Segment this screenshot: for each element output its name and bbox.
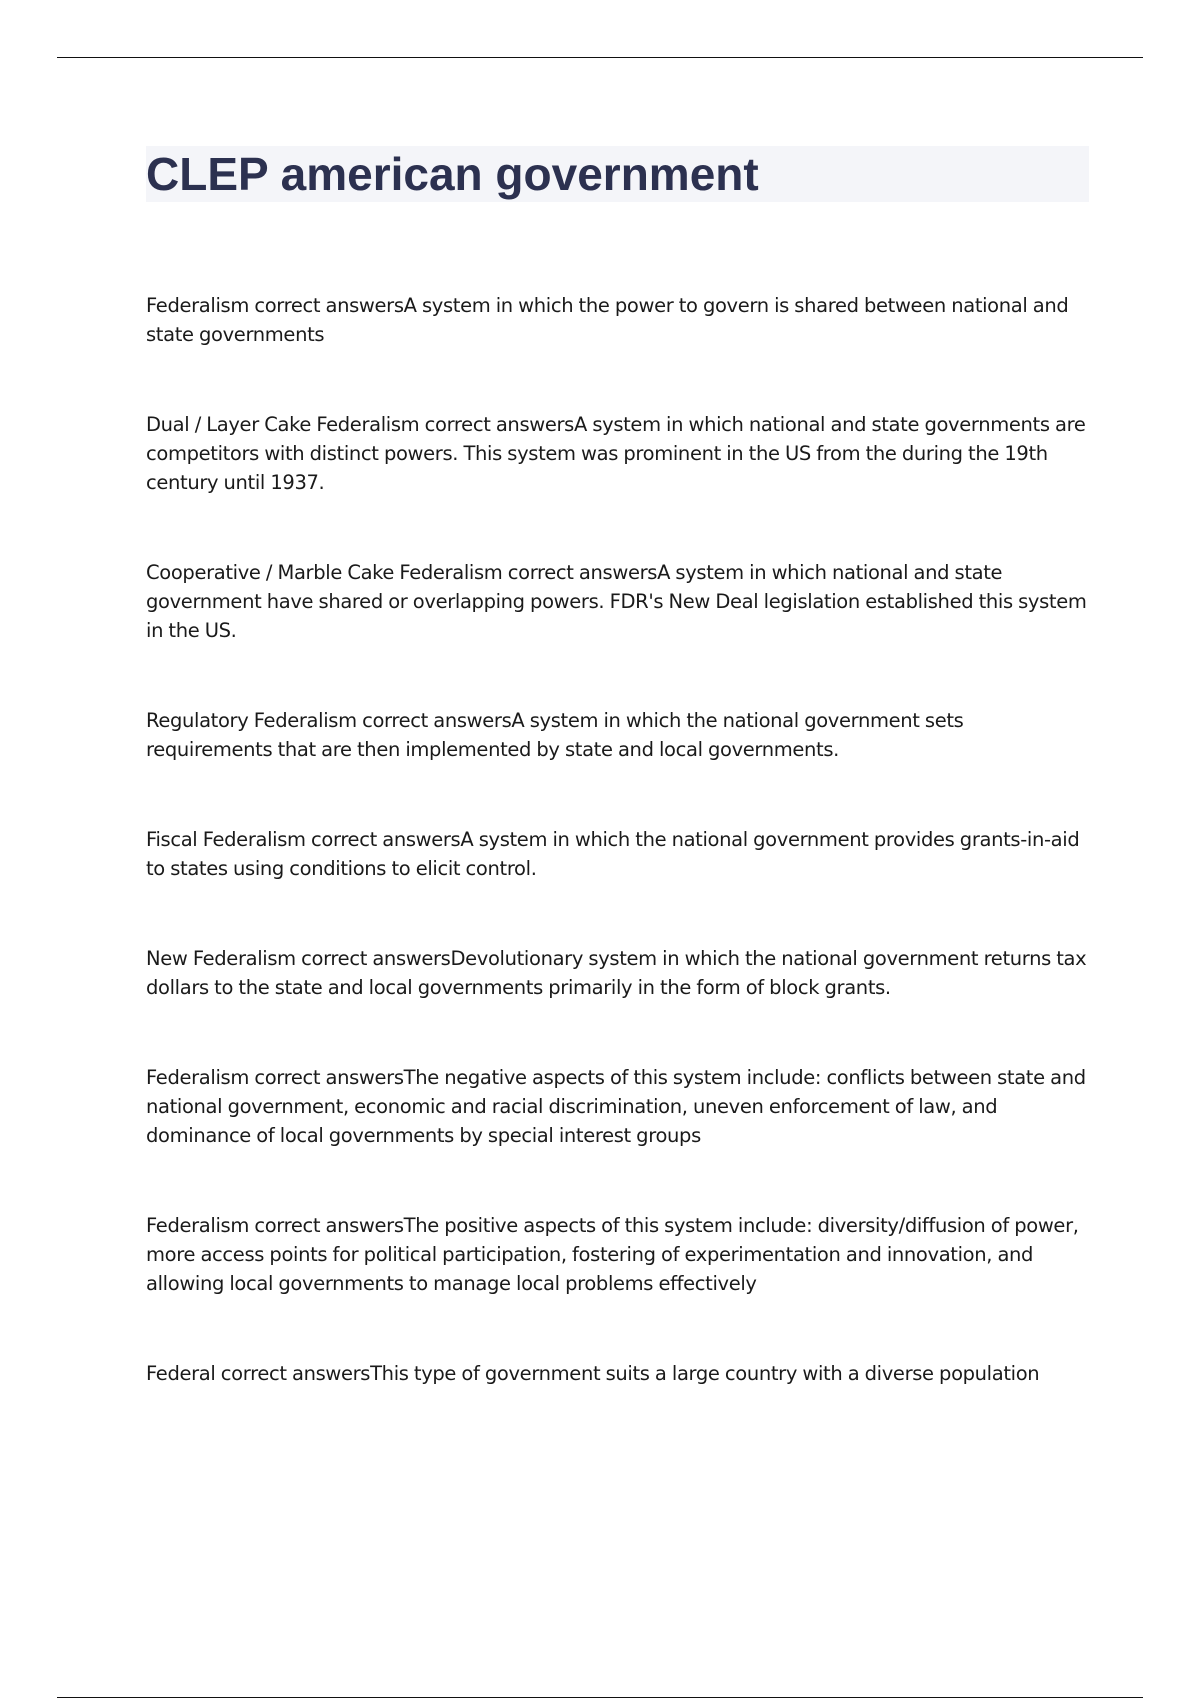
flashcard-entry: Federalism correct answersThe negative aspects of this system include: conflicts between state and national government, economic and racial discrimination, uneven enforcement of law, and dominance of local governments by special interest groups xyxy=(146,1066,1086,1147)
flashcard-entry: Dual / Layer Cake Federalism correct answersA system in which national and state governments are competitors with distinct powers. This system was prominent in the US from the during the 19th century until 1937. xyxy=(146,413,1086,494)
flashcard-entry: Federalism correct answersThe positive aspects of this system include: diversity/diffusion of power, more access points for political participation, fostering of experimentation and innovation, and allowing local governments to manage local problems effectively xyxy=(146,1214,1079,1295)
footer-rule xyxy=(57,1697,1143,1698)
flashcard-entry: New Federalism correct answersDevolutionary system in which the national government returns tax dollars to the state and local governments primarily in the form of block grants. xyxy=(146,947,1087,999)
flashcard-entry: Regulatory Federalism correct answersA system in which the national government sets requirements that are then implemented by state and local governments. xyxy=(146,709,964,761)
document-title: CLEP american government xyxy=(146,148,759,200)
flashcard-entry: Federal correct answersThis type of government suits a large country with a diverse population xyxy=(146,1362,1040,1385)
flashcard-entry: Cooperative / Marble Cake Federalism correct answersA system in which national and state government have shared or overlapping powers. FDR's New Deal legislation established this system in the US. xyxy=(146,561,1087,642)
flashcard-entry: Fiscal Federalism correct answersA system in which the national government provides grants-in-aid to states using conditions to elicit control. xyxy=(146,828,1080,880)
header-rule xyxy=(57,57,1143,58)
flashcard-entry: Federalism correct answersA system in which the power to govern is shared between national and state governments xyxy=(146,294,1069,346)
flashcard-list xyxy=(146,291,1091,1388)
